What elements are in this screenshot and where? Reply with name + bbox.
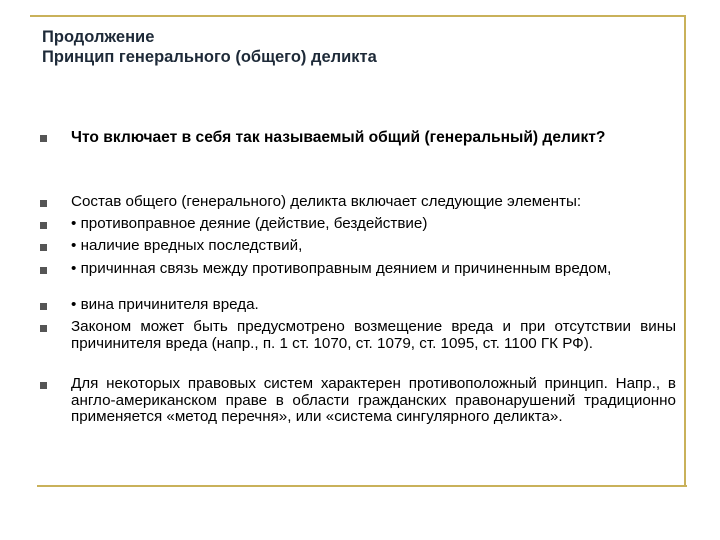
list-item-text-wrap — [71, 261, 676, 278]
question-text: Что включает в себя так называемый общий (генеральный) деликт? — [71, 129, 606, 146]
frame-right-line — [684, 15, 686, 485]
bullet-marker — [40, 222, 47, 229]
bullet-marker — [40, 303, 47, 310]
bullet-marker — [40, 135, 47, 142]
list-item-text: Законом может быть предусмотрено возмещение вреда и при отсутствии вины причинителя вреда (напр., п. 1 ст. 1070, ст. 1079, ст. 1095, ст. 1100 ГК РФ). — [71, 318, 676, 352]
list-item-text: противоправное деяние (действие, бездействие) — [80, 215, 428, 232]
list-item-text-wrap — [71, 238, 676, 255]
slide-title — [42, 27, 662, 67]
list-item-text-wrap — [71, 216, 676, 233]
title-line-1: Продолжение — [42, 28, 155, 46]
list-item-text: вина причинителя вреда. — [80, 296, 259, 313]
dot-glyph: • — [71, 260, 77, 277]
list-item-text: Состав общего (генерального) деликта включает следующие элементы: — [71, 193, 582, 210]
bullet-marker — [40, 244, 47, 251]
dot-glyph: • — [71, 237, 77, 254]
dot-glyph: • — [71, 215, 77, 232]
list-item-text: наличие вредных последствий, — [80, 237, 303, 254]
frame-top-line — [30, 15, 685, 17]
list-item-text: причинная связь между противоправным деянием и причиненным вредом, — [80, 260, 612, 277]
list-item-text: Для некоторых правовых систем характерен противоположный принцип. Напр., в англо-американском праве в области гражданских правонарушений традиционно применяется «метод перечня», или «система сингулярного деликта». — [71, 375, 676, 426]
list-item-text-wrap — [71, 297, 676, 314]
bullet-marker — [40, 325, 47, 332]
bullet-marker — [40, 382, 47, 389]
dot-glyph: • — [71, 296, 77, 313]
bullet-marker — [40, 200, 47, 207]
bullet-marker — [40, 267, 47, 274]
frame-bottom-line — [37, 485, 687, 487]
title-line-2: Принцип генерального (общего) деликта — [42, 48, 377, 66]
